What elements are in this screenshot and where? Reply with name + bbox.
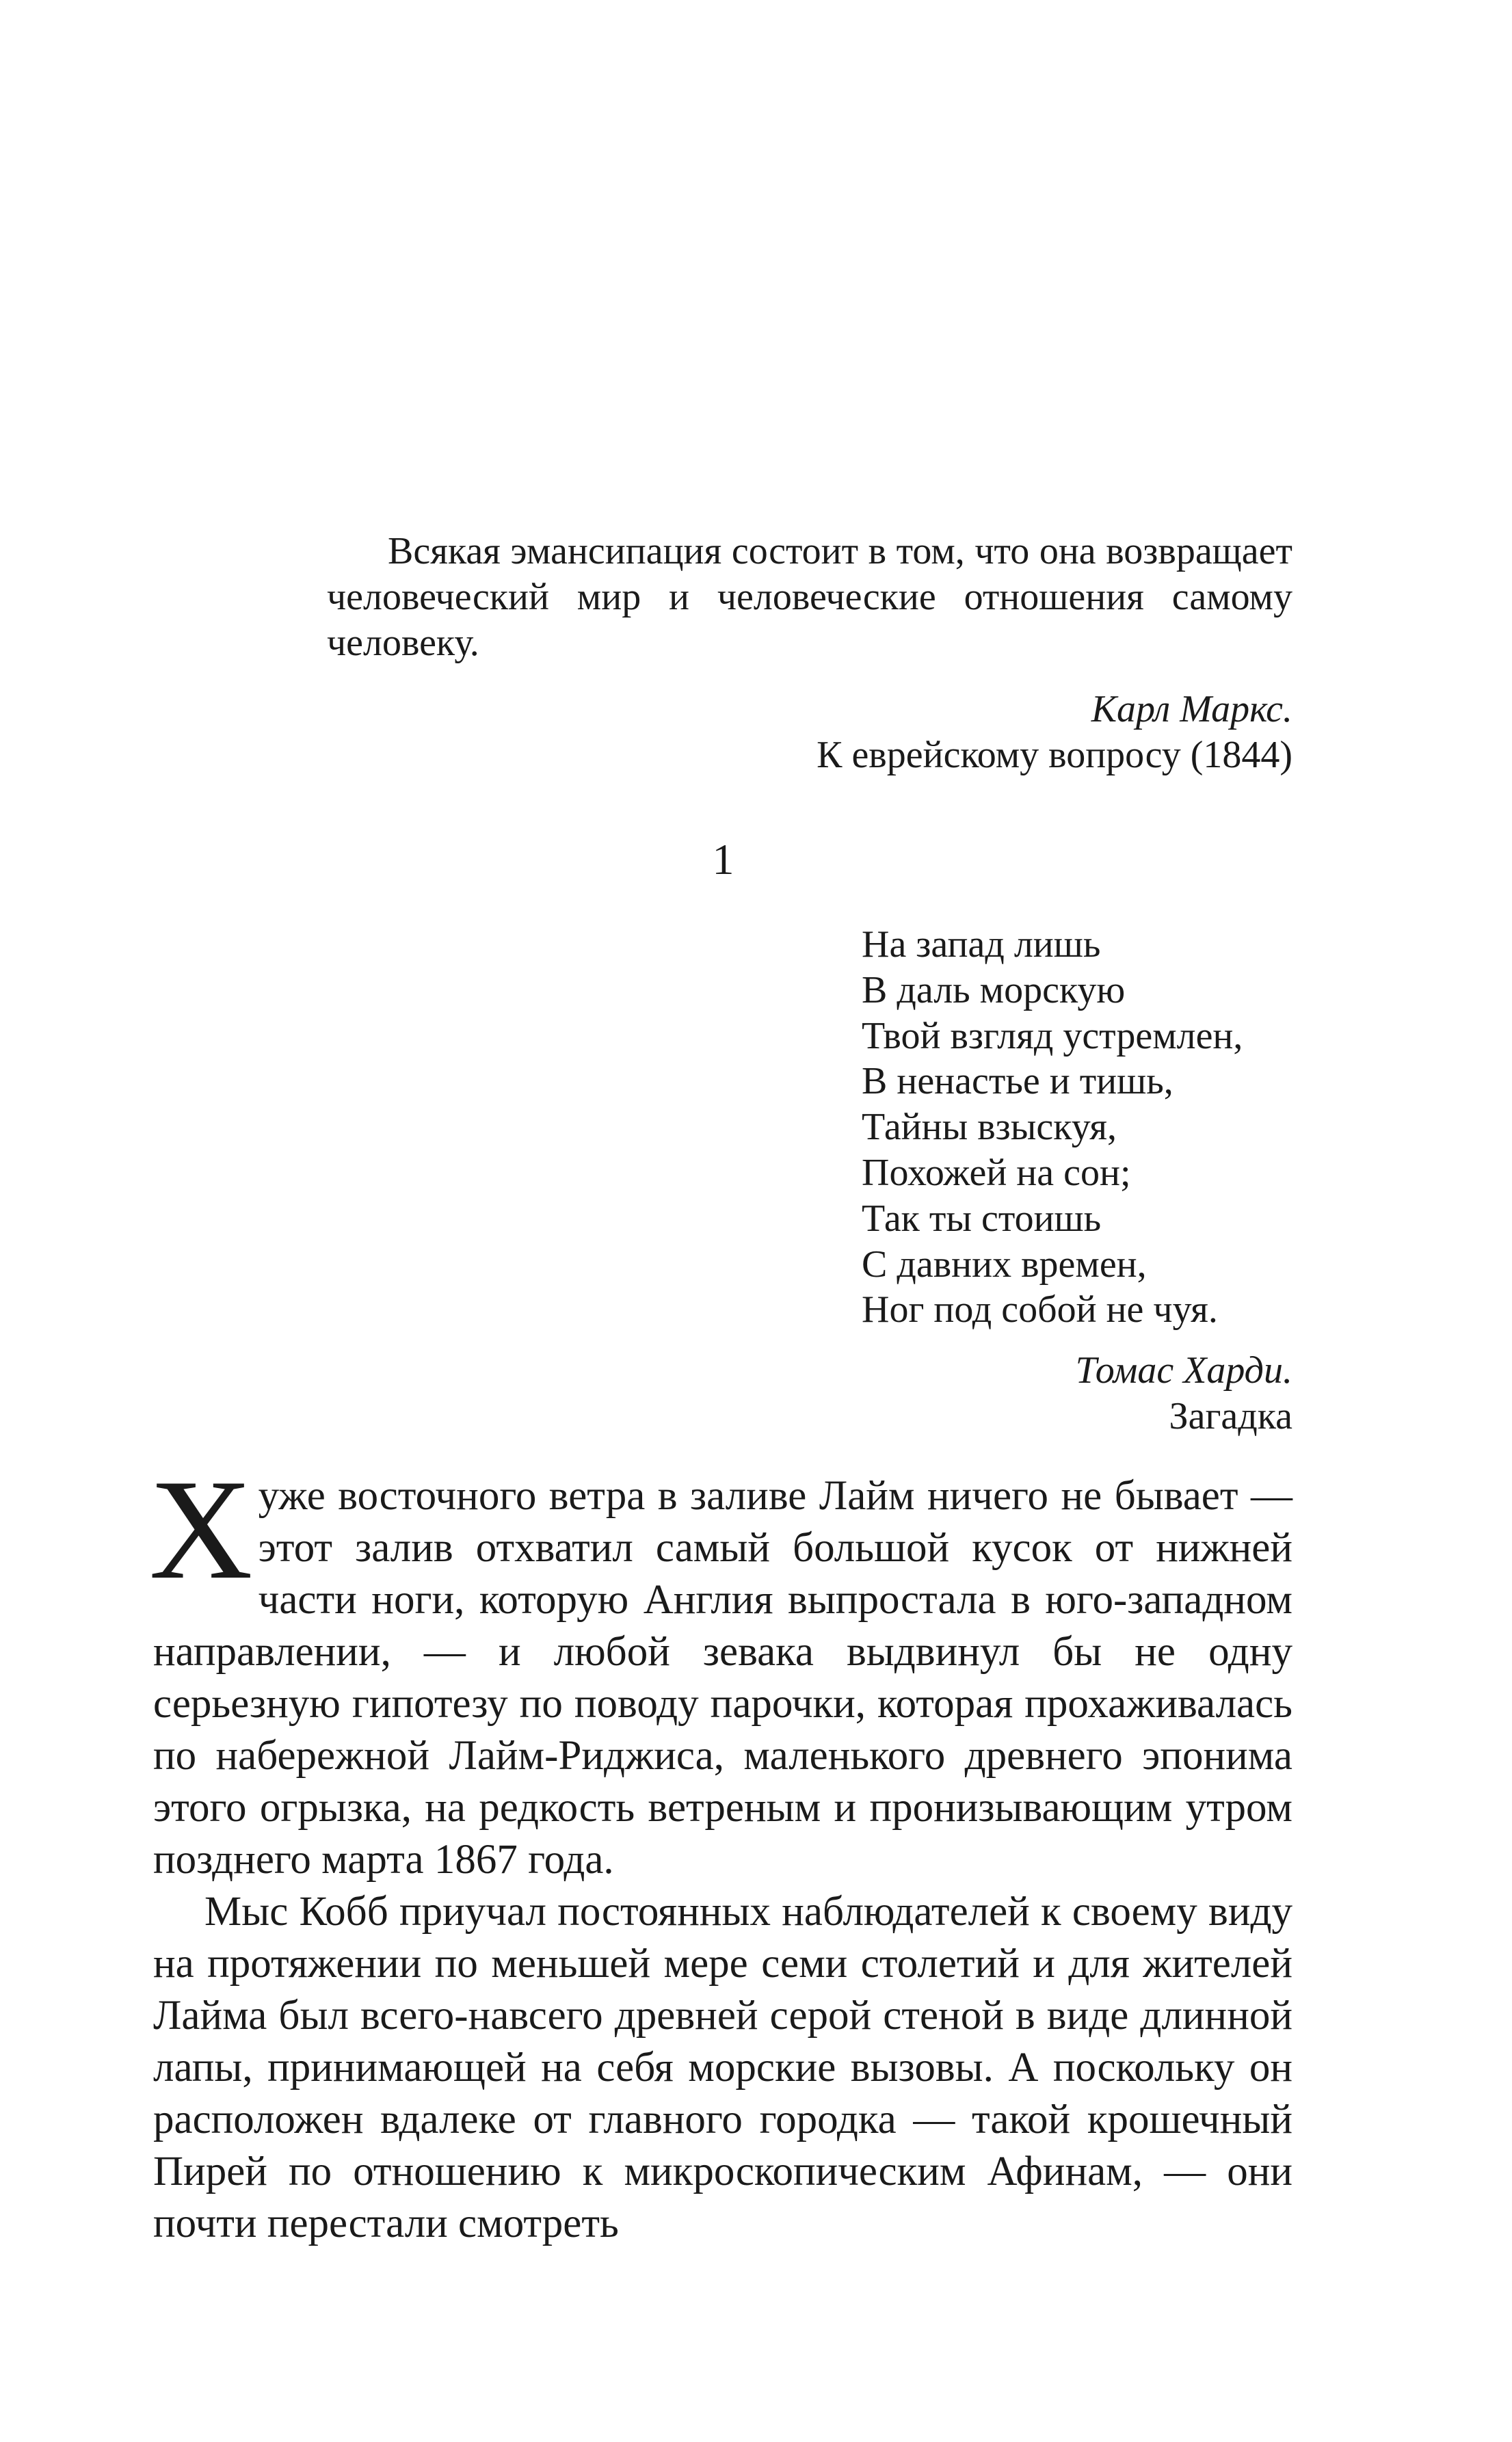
poem-epigraph [862, 922, 1292, 1439]
drop-cap: Х [149, 1450, 253, 1609]
poem-line: В даль морскую [862, 968, 1126, 1011]
poem-line: В ненастье и тишь, [862, 1060, 1173, 1103]
body-paragraph [153, 1886, 1292, 2250]
poem-line: Тайны взыскуя, [862, 1106, 1117, 1149]
epigraph [327, 529, 1292, 778]
epigraph-author: Карл Маркс. [1091, 688, 1292, 730]
poem-line: С давних времен, [862, 1243, 1147, 1286]
poem-line: Так ты стоишь [862, 1197, 1102, 1240]
chapter-number [0, 836, 1512, 884]
epigraph-source: К еврейскому вопросу (1844) [817, 734, 1292, 776]
poem-title: Загадка [1169, 1394, 1292, 1437]
poem-line: Твой взгляд устремлен, [862, 1014, 1243, 1057]
chapter-body [149, 1450, 1292, 2250]
body-paragraph [149, 1450, 1292, 1886]
body-paragraph-1-text: уже восточного ветра в заливе Лайм ничего не бывает — этот залив отхватил самый большой кусок от нижней части ноги, которую Англия выпростала в юго-западном направлении, — и любой зевака выдвинул бы не одну серьезную гипотезу по поводу парочки, которая прохаживалась по набережной Лайм-Риджиса, маленького древнего эпонима этого огрызка, на редкость ветреным и пронизывающим утром позднего марта 1867 года. [153, 1473, 1292, 1883]
poem-line: На запад лишь [862, 923, 1101, 966]
body-paragraph-2-text: Мыс Кобб приучал постоянных наблюдателей к своему виду на протяжении по меньшей мере семи столетий и для жителей Лайма был всего-навсего древней серой стеной в виде длинной лапы, принимающей на себя морские вызовы. А поскольку он расположен вдалеке от главного городка — такой крошечный Пирей по отношению к микроскопическим Афинам, — они почти перестали смотреть [153, 1889, 1292, 2246]
poem-line: Похожей на сон; [862, 1151, 1131, 1194]
poem-line: Ног под собой не чуя. [862, 1288, 1218, 1331]
chapter-number-text: 1 [712, 835, 734, 884]
epigraph-text: Всякая эмансипация состоит в том, что она возвращает человеческий мир и человеческие отношения самому человеку. [327, 530, 1292, 664]
poem-author: Томас Харди. [1075, 1349, 1292, 1392]
